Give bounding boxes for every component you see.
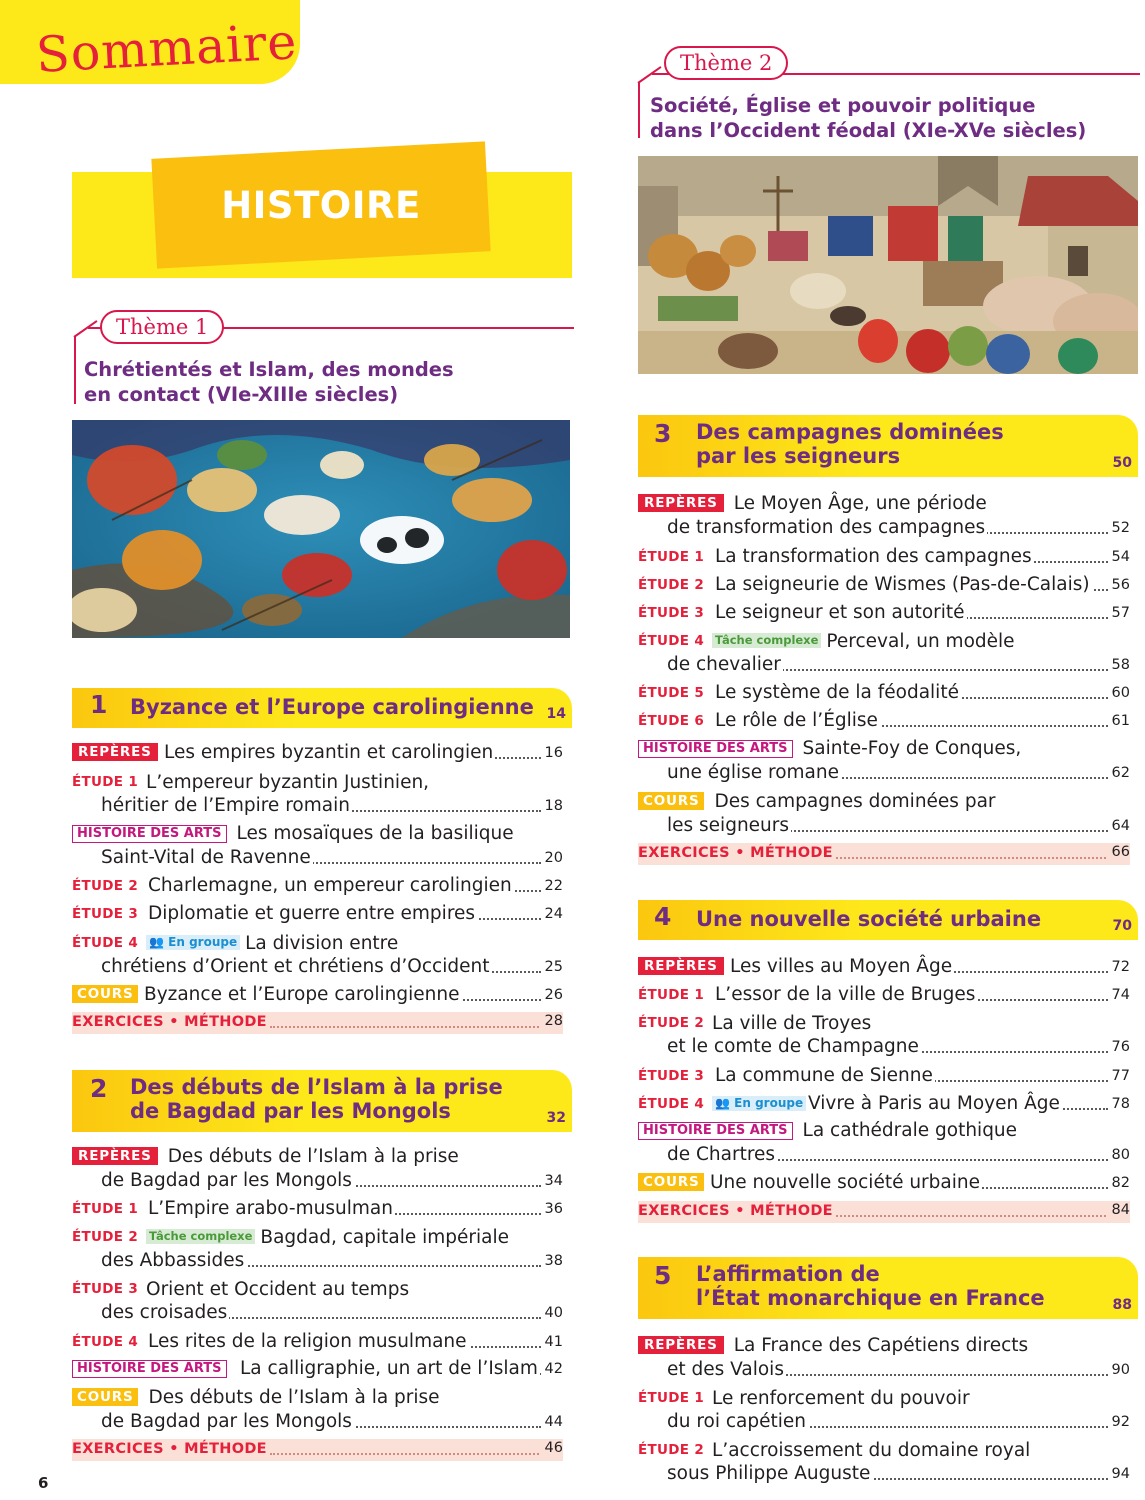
toc-leader xyxy=(667,1143,1130,1167)
entry-text: de Bagdad par les Mongols xyxy=(101,1170,352,1191)
entry-text: L’empereur byzantin Justinien, xyxy=(146,772,430,793)
entry-page: 52 xyxy=(1110,516,1130,540)
entry-text: de Bagdad par les Mongols xyxy=(101,1411,352,1432)
entry-text: L’accroissement du domaine royal xyxy=(712,1440,1031,1461)
chapter-title-line1: Des campagnes dominées xyxy=(696,420,1004,444)
entry-page: 41 xyxy=(543,1330,563,1354)
toc-leader xyxy=(715,1064,1130,1088)
chapter-page: 32 xyxy=(546,1110,566,1126)
toc-entry[interactable] xyxy=(638,1011,1130,1036)
toc-leader xyxy=(101,794,563,818)
toc-entry[interactable] xyxy=(638,1171,1130,1195)
entry-page: 61 xyxy=(1110,709,1130,733)
entry-text: Bagdad, capitale impériale xyxy=(260,1227,510,1248)
etude-label: ÉTUDE 4 xyxy=(72,935,139,951)
chapter-title-line1: Des débuts de l’Islam à la prise xyxy=(130,1075,503,1099)
entry-text: Des débuts de l’Islam à la prise xyxy=(148,1387,440,1408)
entry-text: Le rôle de l’Église xyxy=(715,710,878,731)
chapter-4-header[interactable] xyxy=(638,900,1138,940)
entry-text: L’Empire arabo-musulman xyxy=(148,1198,393,1219)
entry-page: 57 xyxy=(1110,601,1130,625)
toc-entry[interactable] xyxy=(638,955,1130,979)
entry-page: 42 xyxy=(543,1357,563,1381)
entry-page: 77 xyxy=(1110,1064,1130,1088)
chapter-title: Une nouvelle société urbaine xyxy=(696,907,1042,931)
toc-leader xyxy=(101,1249,563,1273)
toc-entry[interactable] xyxy=(638,1386,1130,1411)
chapter-5-header[interactable] xyxy=(638,1257,1138,1319)
entry-text: et des Valois xyxy=(667,1359,784,1380)
toc-entry[interactable] xyxy=(72,874,563,899)
toc-entry[interactable] xyxy=(638,1334,1130,1358)
toc-entry[interactable] xyxy=(72,931,563,956)
reperes-badge: REPÈRES xyxy=(638,494,724,512)
entry-page: 76 xyxy=(1110,1035,1130,1059)
toc-entry[interactable] xyxy=(638,629,1130,654)
etude-label: ÉTUDE 5 xyxy=(638,685,705,701)
etude-label: ÉTUDE 4 xyxy=(638,1096,705,1112)
toc-entry[interactable] xyxy=(638,1092,1130,1117)
reperes-badge: REPÈRES xyxy=(638,957,724,975)
entry-text: Une nouvelle société urbaine xyxy=(710,1172,980,1193)
chapter-number: 3 xyxy=(654,419,672,448)
toc-leader xyxy=(715,681,1130,705)
toc-leader xyxy=(715,983,1130,1007)
entry-text: La division entre xyxy=(245,933,399,954)
etude-label: ÉTUDE 2 xyxy=(72,878,139,894)
exercices-row[interactable] xyxy=(638,1201,1130,1223)
toc-leader xyxy=(148,1330,563,1354)
toc-leader xyxy=(730,955,1130,979)
theme2-vrule xyxy=(638,82,640,138)
entry-text: Le Moyen Âge, une période xyxy=(733,493,987,514)
toc-leader xyxy=(101,955,563,979)
toc-entry[interactable] xyxy=(72,902,563,927)
group-icon: 👥 xyxy=(715,1096,730,1110)
group-icon: 👥 xyxy=(149,935,164,949)
entry-text: Le système de la féodalité xyxy=(715,682,959,703)
entry-text: Vivre à Paris au Moyen Âge xyxy=(808,1093,1060,1114)
toc-leader xyxy=(101,846,563,870)
etude-label: ÉTUDE 1 xyxy=(72,1201,139,1217)
entry-text: Les villes au Moyen Âge xyxy=(730,956,953,977)
toc-entry[interactable] xyxy=(638,492,1130,516)
exercices-row[interactable] xyxy=(72,1439,563,1461)
chapter-title xyxy=(696,1262,1045,1310)
toc-leader xyxy=(715,573,1130,597)
etude-label: ÉTUDE 1 xyxy=(638,987,705,1003)
toc-entry[interactable] xyxy=(72,1225,563,1250)
etude-label: ÉTUDE 6 xyxy=(638,713,705,729)
chapter-number: 4 xyxy=(654,902,672,931)
chapter-title xyxy=(130,1075,503,1123)
reperes-badge: REPÈRES xyxy=(638,1336,724,1354)
entry-page: 80 xyxy=(1110,1143,1130,1167)
entry-text: et le comte de Champagne xyxy=(667,1036,919,1057)
toc-leader xyxy=(164,741,563,765)
etude-label: ÉTUDE 1 xyxy=(638,549,705,565)
chapter-title-line2: de Bagdad par les Mongols xyxy=(130,1099,451,1123)
entry-text: de chevalier xyxy=(667,654,781,675)
entry-text: une église romane xyxy=(667,762,840,783)
entry-page: 25 xyxy=(543,955,563,979)
toc-leader xyxy=(101,1301,563,1325)
chapter-title-line1: L’affirmation de xyxy=(696,1262,880,1286)
toc-leader xyxy=(667,761,1130,785)
theme1-title-line2: en contact (VIe-XIIIe siècles) xyxy=(84,383,399,406)
entry-page: 26 xyxy=(543,983,563,1007)
entry-text: La France des Capétiens directs xyxy=(733,1335,1029,1356)
etude-label: ÉTUDE 2 xyxy=(638,1442,705,1458)
etude-label: ÉTUDE 2 xyxy=(638,1015,705,1031)
theme1-tag: Thème 1 xyxy=(100,310,224,344)
entry-text: des croisades xyxy=(101,1302,228,1323)
etude-label: ÉTUDE 2 xyxy=(638,577,705,593)
toc-entry[interactable] xyxy=(72,1357,563,1381)
toc-entry[interactable] xyxy=(638,737,1130,761)
tache-badge: Tâche complexe xyxy=(712,633,821,648)
toc-entry[interactable] xyxy=(638,790,1130,814)
entry-text: Des débuts de l’Islam à la prise xyxy=(167,1146,459,1167)
chapter-page: 70 xyxy=(1112,918,1132,934)
etude-label: ÉTUDE 1 xyxy=(72,774,139,790)
entry-text: de Chartres xyxy=(667,1144,776,1165)
toc-entry[interactable] xyxy=(72,1330,563,1355)
toc-leader xyxy=(715,709,1130,733)
theme2-tag: Thème 2 xyxy=(664,46,788,80)
chapter-page: 88 xyxy=(1112,1297,1132,1313)
page-number: 6 xyxy=(38,1474,49,1492)
entry-page: 72 xyxy=(1110,955,1130,979)
etude-label: ÉTUDE 3 xyxy=(72,1281,139,1297)
toc-entry[interactable] xyxy=(638,601,1130,626)
toc-entry[interactable] xyxy=(638,709,1130,734)
exercices-row[interactable] xyxy=(638,843,1130,865)
etude-label: ÉTUDE 1 xyxy=(638,1390,705,1406)
entry-page: 34 xyxy=(543,1169,563,1193)
theme1-title-line1: Chrétientés et Islam, des mondes xyxy=(84,358,454,381)
arts-badge: HISTOIRE DES ARTS xyxy=(638,1122,793,1140)
toc-entry[interactable] xyxy=(638,1064,1130,1089)
entry-page: 78 xyxy=(1110,1092,1130,1116)
entry-text: de transformation des campagnes xyxy=(667,517,986,538)
theme2-title xyxy=(650,93,1086,143)
entry-text: La calligraphie, un art de l’Islam xyxy=(240,1358,538,1379)
etude-label: ÉTUDE 4 xyxy=(638,633,705,649)
toc-leader xyxy=(667,814,1130,838)
toc-entry[interactable] xyxy=(72,1145,563,1169)
arts-badge: HISTOIRE DES ARTS xyxy=(638,740,793,758)
chapter-1-header[interactable] xyxy=(72,688,572,728)
exercices-label: EXERCICES • MÉTHODE xyxy=(72,1014,267,1030)
entry-page: 36 xyxy=(543,1197,563,1221)
toc-entry[interactable] xyxy=(72,770,563,795)
entry-text: des Abbassides xyxy=(101,1250,245,1271)
entry-text: Sainte-Foy de Conques, xyxy=(802,738,1022,759)
entry-page: 24 xyxy=(543,902,563,926)
toc-leader xyxy=(240,1357,563,1381)
toc-leader xyxy=(808,1092,1130,1116)
entry-text: La ville de Troyes xyxy=(712,1013,872,1034)
toc-entry[interactable] xyxy=(72,822,563,846)
entry-page: 62 xyxy=(1110,761,1130,785)
toc-entry[interactable] xyxy=(638,573,1130,598)
exercices-row[interactable] xyxy=(72,1012,563,1034)
toc-leader xyxy=(715,601,1130,625)
page-title: Sommaire xyxy=(34,13,299,84)
entry-page: 22 xyxy=(543,874,563,898)
cours-badge: COURS xyxy=(638,1173,704,1191)
toc-leader xyxy=(148,1197,563,1221)
arts-badge: HISTOIRE DES ARTS xyxy=(72,825,227,843)
toc-leader xyxy=(148,874,563,898)
reperes-badge: REPÈRES xyxy=(72,1147,158,1165)
entry-page: 60 xyxy=(1110,681,1130,705)
entry-text: L’essor de la ville de Bruges xyxy=(715,984,976,1005)
arts-badge: HISTOIRE DES ARTS xyxy=(72,1360,227,1378)
toc-entry[interactable] xyxy=(638,1438,1130,1463)
chapter-title-line2: par les seigneurs xyxy=(696,444,901,468)
entry-page: 40 xyxy=(543,1301,563,1325)
entry-text: Le renforcement du pouvoir xyxy=(712,1388,970,1409)
cours-badge: COURS xyxy=(72,985,138,1003)
toc-entry[interactable] xyxy=(638,983,1130,1008)
entry-text: du roi capétien xyxy=(667,1411,807,1432)
chapter-2-header[interactable] xyxy=(72,1070,572,1132)
toc-entry[interactable] xyxy=(72,983,563,1007)
entry-page: 20 xyxy=(543,846,563,870)
toc-leader xyxy=(667,516,1130,540)
entry-page: 74 xyxy=(1110,983,1130,1007)
section-title: HISTOIRE xyxy=(221,184,421,227)
cours-badge: COURS xyxy=(72,1388,138,1406)
theme2-title-line2: dans l’Occident féodal (XIe-XVe siècles) xyxy=(650,119,1087,142)
etude-label: ÉTUDE 3 xyxy=(72,906,139,922)
entry-page: 58 xyxy=(1110,653,1130,677)
theme1-vrule xyxy=(74,336,76,404)
exercices-label: EXERCICES • MÉTHODE xyxy=(72,1441,267,1457)
entry-text: Orient et Occident au temps xyxy=(146,1279,410,1300)
toc-entry[interactable] xyxy=(72,1197,563,1222)
entry-page: 18 xyxy=(543,794,563,818)
groupe-badge xyxy=(146,935,240,950)
theme1-title xyxy=(84,357,454,407)
entry-page: 90 xyxy=(1110,1358,1130,1382)
toc-leader xyxy=(101,1169,563,1193)
entry-text: les seigneurs xyxy=(667,815,790,836)
chapter-3-header[interactable] xyxy=(638,415,1138,477)
entry-text: Le seigneur et son autorité xyxy=(715,602,965,623)
entry-page: 84 xyxy=(1111,1202,1130,1218)
etude-label: ÉTUDE 4 xyxy=(72,1334,139,1350)
toc-leader xyxy=(667,1035,1130,1059)
chapter-title xyxy=(696,420,1004,468)
toc-leader xyxy=(667,1358,1130,1382)
etude-label: ÉTUDE 3 xyxy=(638,605,705,621)
entry-page: 28 xyxy=(544,1013,563,1029)
entry-page: 56 xyxy=(1110,573,1130,597)
chapter-number: 1 xyxy=(90,690,108,719)
etude-label: ÉTUDE 3 xyxy=(638,1068,705,1084)
exercices-label: EXERCICES • MÉTHODE xyxy=(638,845,833,861)
entry-text: Des campagnes dominées par xyxy=(714,791,996,812)
entry-text: Diplomatie et guerre entre empires xyxy=(148,903,476,924)
entry-text: La commune de Sienne xyxy=(715,1065,933,1086)
entry-page: 66 xyxy=(1111,844,1130,860)
entry-page: 38 xyxy=(543,1249,563,1273)
toc-entry[interactable] xyxy=(72,1386,563,1410)
theme2-title-line1: Société, Église et pouvoir politique xyxy=(650,94,1036,117)
entry-text: sous Philippe Auguste xyxy=(667,1463,871,1484)
toc-entry[interactable] xyxy=(638,545,1130,570)
toc-leader xyxy=(710,1171,1130,1195)
toc-leader xyxy=(148,902,563,926)
entry-page: 94 xyxy=(1110,1462,1130,1486)
entry-page: 64 xyxy=(1110,814,1130,838)
entry-text: Les rites de la religion musulmane xyxy=(148,1331,467,1352)
entry-text: La seigneurie de Wismes (Pas-de-Calais) xyxy=(715,574,1090,595)
entry-text: La cathédrale gothique xyxy=(802,1120,1018,1141)
exercices-label: EXERCICES • MÉTHODE xyxy=(638,1203,833,1219)
groupe-badge xyxy=(712,1096,806,1111)
groupe-text: En groupe xyxy=(734,1096,804,1110)
toc-leader xyxy=(667,1410,1130,1434)
toc-leader xyxy=(101,1410,563,1434)
toc-leader xyxy=(144,983,563,1007)
entry-text: chrétiens d’Orient et chrétiens d’Occident xyxy=(101,956,490,977)
toc-entry[interactable] xyxy=(72,1277,563,1302)
tache-badge: Tâche complexe xyxy=(146,1229,255,1244)
entry-page: 82 xyxy=(1110,1171,1130,1195)
reperes-badge: REPÈRES xyxy=(72,743,158,761)
entry-text: Les mosaïques de la basilique xyxy=(236,823,514,844)
entry-page: 46 xyxy=(544,1440,563,1456)
battle-miniature-image xyxy=(72,420,570,638)
market-miniature-image xyxy=(638,156,1138,374)
chapter-page: 50 xyxy=(1112,455,1132,471)
entry-text: Les empires byzantin et carolingien xyxy=(164,742,494,763)
entry-page: 16 xyxy=(543,741,563,765)
chapter-number: 2 xyxy=(90,1074,108,1103)
entry-text: Byzance et l’Europe carolingienne xyxy=(144,984,460,1005)
toc-leader xyxy=(667,1462,1130,1486)
entry-text: La transformation des campagnes xyxy=(715,546,1032,567)
entry-page: 92 xyxy=(1110,1410,1130,1434)
toc-leader xyxy=(715,545,1130,569)
chapter-title: Byzance et l’Europe carolingienne xyxy=(130,695,534,719)
entry-page: 54 xyxy=(1110,545,1130,569)
toc-entry[interactable] xyxy=(638,681,1130,706)
toc-entry[interactable] xyxy=(72,741,563,765)
chapter-title-line2: l’État monarchique en France xyxy=(696,1286,1045,1310)
entry-text: héritier de l’Empire romain xyxy=(101,795,350,816)
etude-label: ÉTUDE 2 xyxy=(72,1229,139,1245)
entry-text: Charlemagne, un empereur carolingien xyxy=(148,875,512,896)
chapter-page: 14 xyxy=(546,706,566,722)
chapter-number: 5 xyxy=(654,1261,672,1290)
entry-text: Perceval, un modèle xyxy=(826,631,1015,652)
groupe-text: En groupe xyxy=(168,935,238,949)
entry-page: 44 xyxy=(543,1410,563,1434)
cours-badge: COURS xyxy=(638,792,704,810)
toc-leader xyxy=(667,653,1130,677)
toc-entry[interactable] xyxy=(638,1119,1130,1143)
entry-text: Saint-Vital de Ravenne xyxy=(101,847,311,868)
